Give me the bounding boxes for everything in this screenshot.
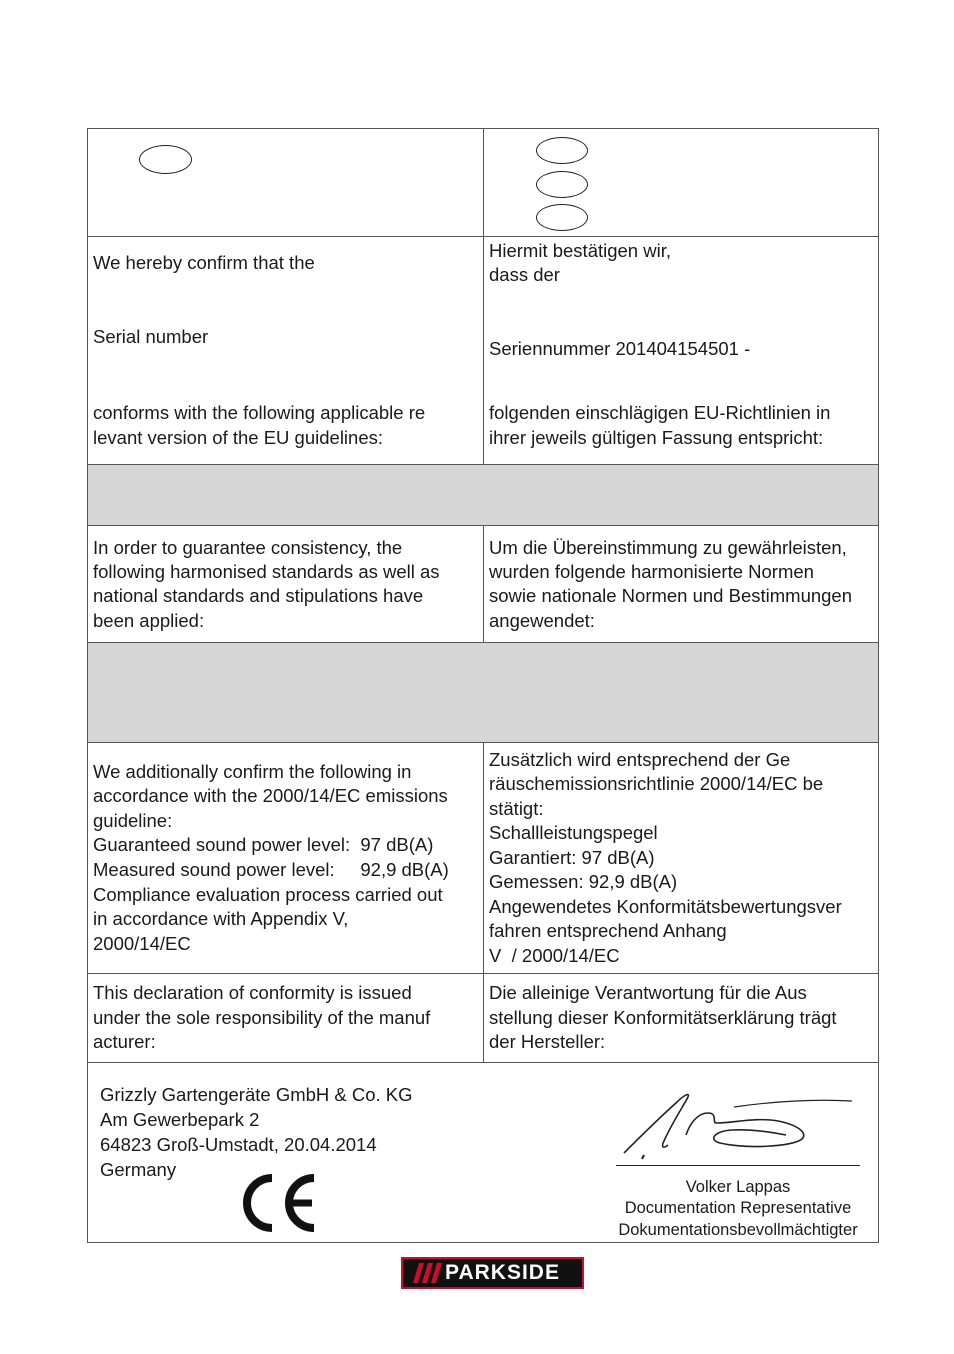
confirm-text-de-1: Hiermit bestätigen wir, xyxy=(489,240,671,261)
emissions-text-en-1: We additionally confirm the following in xyxy=(93,761,412,782)
standards-text-de-3: sowie nationale Normen und Bestimmungen xyxy=(489,585,853,606)
language-oval-de-3 xyxy=(536,204,588,231)
conforms-text-de-1: folgenden einschlägigen EU-Richtlinien in xyxy=(489,402,831,423)
emissions-row xyxy=(88,743,878,974)
emissions-text-de-8: fahren entsprechend Anhang xyxy=(489,920,727,941)
company-street: Am Gewerbepark 2 xyxy=(100,1109,260,1130)
conforms-text-en-2: levant version of the EU guidelines: xyxy=(93,427,384,448)
language-oval-de-2 xyxy=(536,171,588,198)
emissions-text-en-8: 2000/14/EC xyxy=(93,933,191,954)
responsibility-text-de-1: Die alleinige Verantwortung für die Aus xyxy=(489,982,807,1003)
responsibility-text-en-3: acturer: xyxy=(93,1031,156,1052)
declaration-table xyxy=(87,128,879,1243)
standards-text-en-3: national standards and stipulations have xyxy=(93,585,424,606)
standards-text-en-4: been applied: xyxy=(93,610,205,631)
serial-text-de: Seriennummer 201404154501 - xyxy=(489,338,751,359)
signature-icon xyxy=(616,1083,866,1163)
emissions-text-de-7: Angewendetes Konformitätsbewertungsver xyxy=(489,896,842,917)
confirmation-row xyxy=(88,237,878,465)
responsibility-text-de-3: der Hersteller: xyxy=(489,1031,606,1052)
emissions-text-en-2: accordance with the 2000/14/EC emissions xyxy=(93,785,448,806)
signer-name: Volker Lappas xyxy=(685,1178,791,1196)
emissions-text-en-6: Compliance evaluation process carried out xyxy=(93,884,443,905)
standards-text-de-2: wurden folgende harmonisierte Normen xyxy=(489,561,814,582)
confirm-text-en: We hereby confirm that the xyxy=(93,252,315,273)
guidelines-band xyxy=(88,465,878,526)
confirm-text-de-2: dass der xyxy=(489,264,560,285)
signature-line xyxy=(616,1165,860,1166)
responsibility-text-en-1: This declaration of conformity is issued xyxy=(93,982,412,1003)
language-oval-en xyxy=(139,145,192,174)
responsibility-text-de-2: stellung dieser Konformitätserklärung trägt xyxy=(489,1007,837,1028)
standards-text-en-1: In order to guarantee consistency, the xyxy=(93,537,403,558)
conforms-text-de-2: ihrer jeweils gültigen Fassung entspricht: xyxy=(489,427,824,448)
standards-text-de-4: angewendet: xyxy=(489,610,595,631)
emissions-text-de-1: Zusätzlich wird entsprechend der Ge xyxy=(489,749,791,770)
emissions-text-de-2: räuschemissionsrichtlinie 2000/14/EC be xyxy=(489,773,824,794)
emissions-text-en-3: guideline: xyxy=(93,810,173,831)
signer-title-en: Documentation Representative xyxy=(624,1199,852,1217)
emissions-text-de-3: stätigt: xyxy=(489,798,544,819)
measured-sound-en: Measured sound power level: 92,9 dB(A) xyxy=(93,859,449,880)
language-row xyxy=(88,129,878,237)
emissions-text-de-4: Schallleistungspegel xyxy=(489,822,658,843)
emissions-text-en-7: in accordance with Appendix V, xyxy=(93,908,349,929)
conforms-text-en-1: conforms with the following applicable re xyxy=(93,402,426,423)
standards-text-en-2: following harmonised standards as well as xyxy=(93,561,440,582)
parkside-logo xyxy=(401,1257,584,1289)
signature-row xyxy=(88,1063,878,1242)
logo-text: PARKSIDE xyxy=(445,1261,560,1284)
standards-row xyxy=(88,526,878,643)
signer-title-de: Dokumentationsbevollmächtigter xyxy=(618,1221,858,1239)
responsibility-row xyxy=(88,974,878,1063)
emissions-text-de-9: V / 2000/14/EC xyxy=(489,945,620,966)
responsibility-text-en-2: under the sole responsibility of the manuf xyxy=(93,1007,431,1028)
standards-text-de-1: Um die Übereinstimmung zu gewährleisten, xyxy=(489,537,847,558)
serial-label-en: Serial number xyxy=(93,326,209,347)
ce-mark-icon xyxy=(234,1170,320,1236)
language-oval-de-1 xyxy=(536,137,588,164)
guaranteed-sound-de: Garantiert: 97 dB(A) xyxy=(489,847,655,868)
guaranteed-sound-en: Guaranteed sound power level: 97 dB(A) xyxy=(93,834,434,855)
company-country: Germany xyxy=(100,1159,177,1180)
company-city-date: 64823 Groß-Umstadt, 20.04.2014 xyxy=(100,1134,377,1155)
standards-band xyxy=(88,643,878,743)
company-name: Grizzly Gartengeräte GmbH & Co. KG xyxy=(100,1084,413,1105)
measured-sound-de: Gemessen: 92,9 dB(A) xyxy=(489,871,678,892)
logo-stripes-icon xyxy=(407,1263,443,1283)
